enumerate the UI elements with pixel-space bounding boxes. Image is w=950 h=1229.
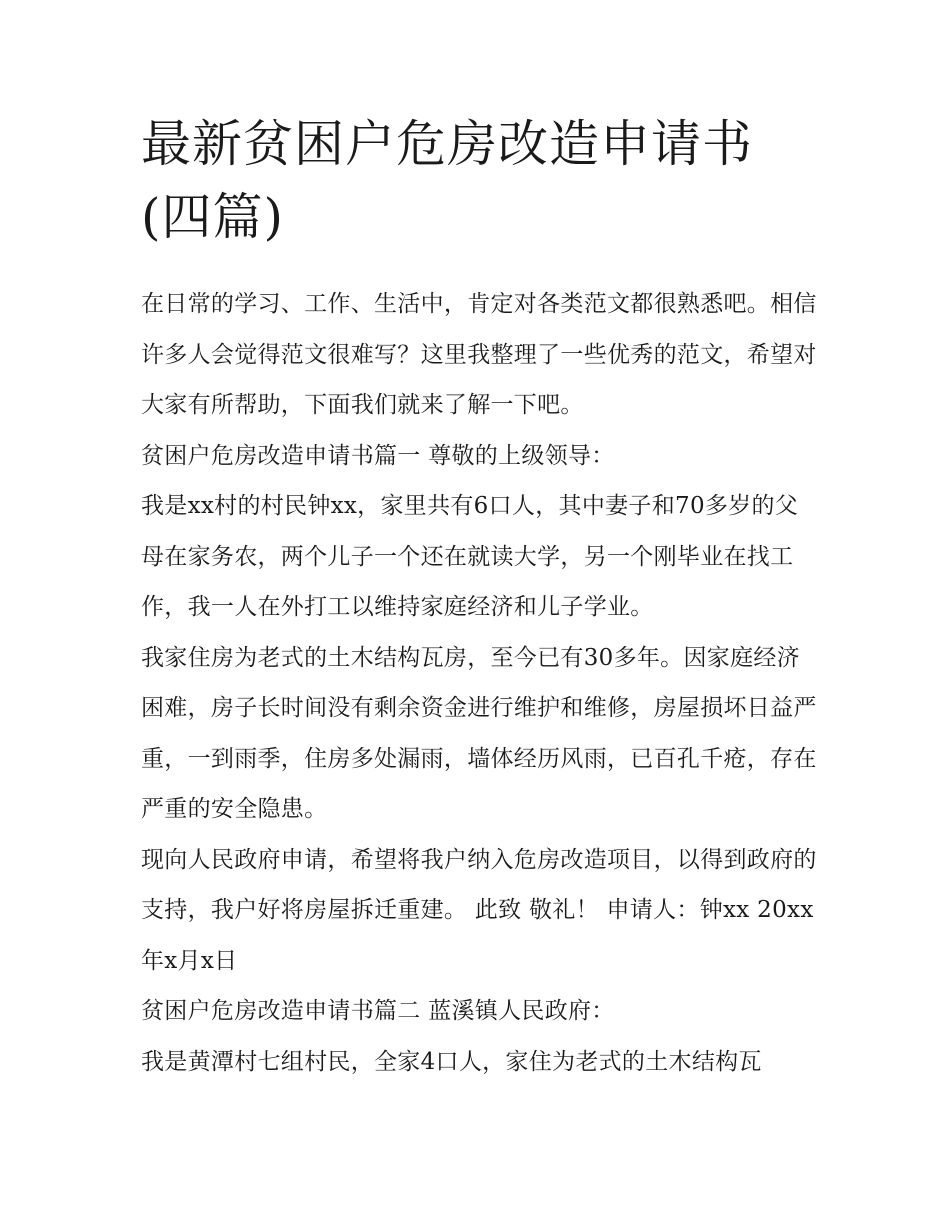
- section-heading-two: 贫困户危房改造申请书篇二 蓝溪镇人民政府：: [141, 998, 615, 1024]
- body-paragraph: 我是黄潭村七组村民，全家4口人，家住为老式的土木结构瓦: [141, 1048, 762, 1075]
- document-title: 最新贫困户危房改造申请书(四篇): [141, 115, 753, 246]
- section-heading-one: 贫困户危房改造申请书篇一 尊敬的上级领导：: [141, 442, 615, 469]
- intro-paragraph: 在日常的学习、工作、生活中，肯定对各类范文都很熟悉吧。相信许多人会觉得范文很难写？这里我整理了一些优秀的范文，希望对大家有所帮助，下面我们就来了解一下吧。: [141, 291, 817, 418]
- body-paragraph: 我家住房为老式的土木结构瓦房，至今已有30多年。因家庭经济困难，房子长时间没有剩余资金进行维护和维修，房屋损坏日益严重，一到雨季，住房多处漏雨，墙体经历风雨，已百孔千疮，存在严重的安全隐患。: [141, 644, 817, 822]
- document-body: [141, 279, 820, 1087]
- body-paragraph: 我是xx村的村民钟xx，家里共有6口人，其中妻子和70多岁的父母在家务农，两个儿子一个还在就读大学，另一个刚毕业在找工作，我一人在外打工以维持家庭经济和儿子学业。: [141, 493, 799, 620]
- body-paragraph: 现向人民政府申请，希望将我户纳入危房改造项目，以得到政府的支持，我户好将房屋拆迁重建。 此致 敬礼！ 申请人：钟xx 20xx年x月x日: [141, 846, 817, 974]
